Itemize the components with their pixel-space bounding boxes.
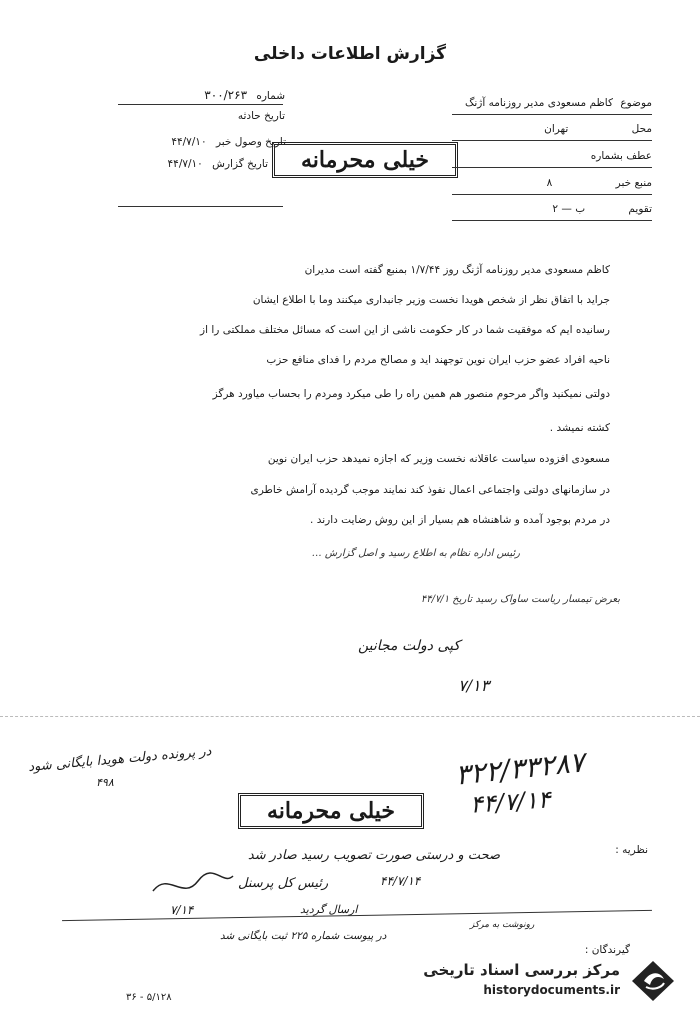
body-line: در سازمانهای دولتی واجتماعی اعمال نفوذ کند نمایند موجب گردیده آرامش خاطری: [250, 484, 610, 496]
source-label: منبع خبر: [615, 177, 652, 189]
receipt-date-value: ۴۴/۷/۱۰: [171, 136, 207, 148]
dispatch-note: ارسال گردید: [300, 903, 358, 916]
body-line: مسعودی افزوده سیاست عاقلانه نخست وزیر که اجازه نمیدهد حزب ایران نوین: [267, 453, 610, 465]
archive-date: ۴۴/۷/۱۴: [469, 785, 552, 819]
page-mark: ۳۶ - ۵/۱۲۸: [126, 992, 172, 1003]
second-signature: رئیس کل پرسنل: [238, 876, 329, 891]
number-value: ۳۰۰/۲۶۳: [204, 88, 248, 102]
place-row: [442, 123, 652, 135]
scribble-signature: [148, 866, 238, 906]
forward-note: بعرض تیمسار ریاست ساواک رسید تاریخ ۴۴/۷/۱: [420, 594, 620, 605]
rating-value: ب — ۲: [552, 203, 586, 215]
number-label: شماره: [256, 90, 285, 102]
body-line: دولتی نمیکنید واگر مرحوم منصور هم همین راه را طی میکرد ومردم را بحساب میاورد هرگز: [212, 388, 610, 400]
source-row: [442, 177, 652, 189]
bottom-note: در پیوست شماره ۲۲۵ ثبت بایگانی شد: [220, 930, 387, 942]
document-title: گزارش اطلاعات داخلی: [253, 44, 447, 64]
rating-row: [442, 203, 652, 215]
classification-stamp: خیلی محرمانه: [272, 142, 458, 178]
watermark: [418, 955, 678, 1007]
body-line: کاظم مسعودی مدیر روزنامه آژنگ روز ۱/۷/۴۴ بمنبع گفته است مدیران: [304, 264, 610, 276]
body-line: در مردم بوجود آمده و شاهنشاه هم بسیار از این روش رضایت دارند .: [310, 514, 610, 526]
report-date-row: [108, 158, 268, 170]
number-row: [105, 88, 285, 102]
top-margin-number: ۴۹۸: [96, 776, 114, 789]
bottom-right-note: رونوشت به مرکز: [470, 920, 535, 930]
body-line: جراید با اتفاق نظر از شخص هویدا نخست وزیر جانبداری میکنند وما با اطلاع ایشان: [252, 294, 610, 306]
archive-logo-icon: [628, 957, 678, 1005]
watermark-en: historydocuments.ir: [483, 983, 620, 997]
place-label: محل: [631, 123, 652, 135]
body-line: رسانیده ایم که موفقیت شما در کار حکومت ناشی از این است که مسائل مختلف مملکتی را از: [200, 324, 610, 336]
watermark-fa: مرکز بررسی اسناد تاریخی: [423, 961, 620, 979]
top-margin-note: در پرونده دولت هویدا بایگانی شود: [27, 744, 212, 775]
subject-value: کاظم مسعودی مدیر روزنامه آژنگ: [464, 97, 613, 109]
subject-row: [442, 97, 652, 109]
report-date-value: ۴۴/۷/۱۰: [167, 158, 203, 170]
body-line: ناحیه افراد عضو حزب ایران نوین توجهند اید و مصالح مردم را فدای منافع حزب: [266, 354, 610, 366]
page-separator: [0, 716, 700, 717]
subject-label: موضوع: [620, 97, 652, 109]
incident-date-label: تاریخ حادثه: [237, 110, 285, 122]
receipt-date-row: [108, 136, 286, 148]
body-line: کشته نمیشد .: [549, 422, 610, 434]
second-date: ۷/۱۴: [170, 903, 194, 917]
receipt-date-label: تاریخ وصول خبر: [215, 136, 286, 148]
place-value: تهران: [544, 123, 569, 135]
source-value: ۸: [546, 177, 553, 189]
action-note: رئیس اداره نظام به اطلاع رسید و اصل گزارش …: [311, 548, 520, 559]
opinion-date: ۴۴/۷/۱۴: [380, 874, 421, 888]
rating-label: تقویم: [628, 203, 652, 215]
reference-label: عطف بشماره: [590, 150, 652, 162]
signature: کپی دولت مجانین: [357, 638, 460, 654]
second-stamp: خیلی محرمانه: [238, 793, 424, 829]
opinion-label: نظریه :: [615, 844, 648, 856]
report-date-label: تاریخ گزارش: [212, 158, 268, 170]
opinion-text: صحت و درستی صورت تصویب رسید صادر شد: [247, 848, 500, 863]
archive-number: ۳۲۲/۳۳۲۸۷: [453, 745, 587, 792]
date-mark: ۷/۱۳: [458, 676, 490, 695]
recipients-label: گیرندگان :: [584, 944, 630, 956]
